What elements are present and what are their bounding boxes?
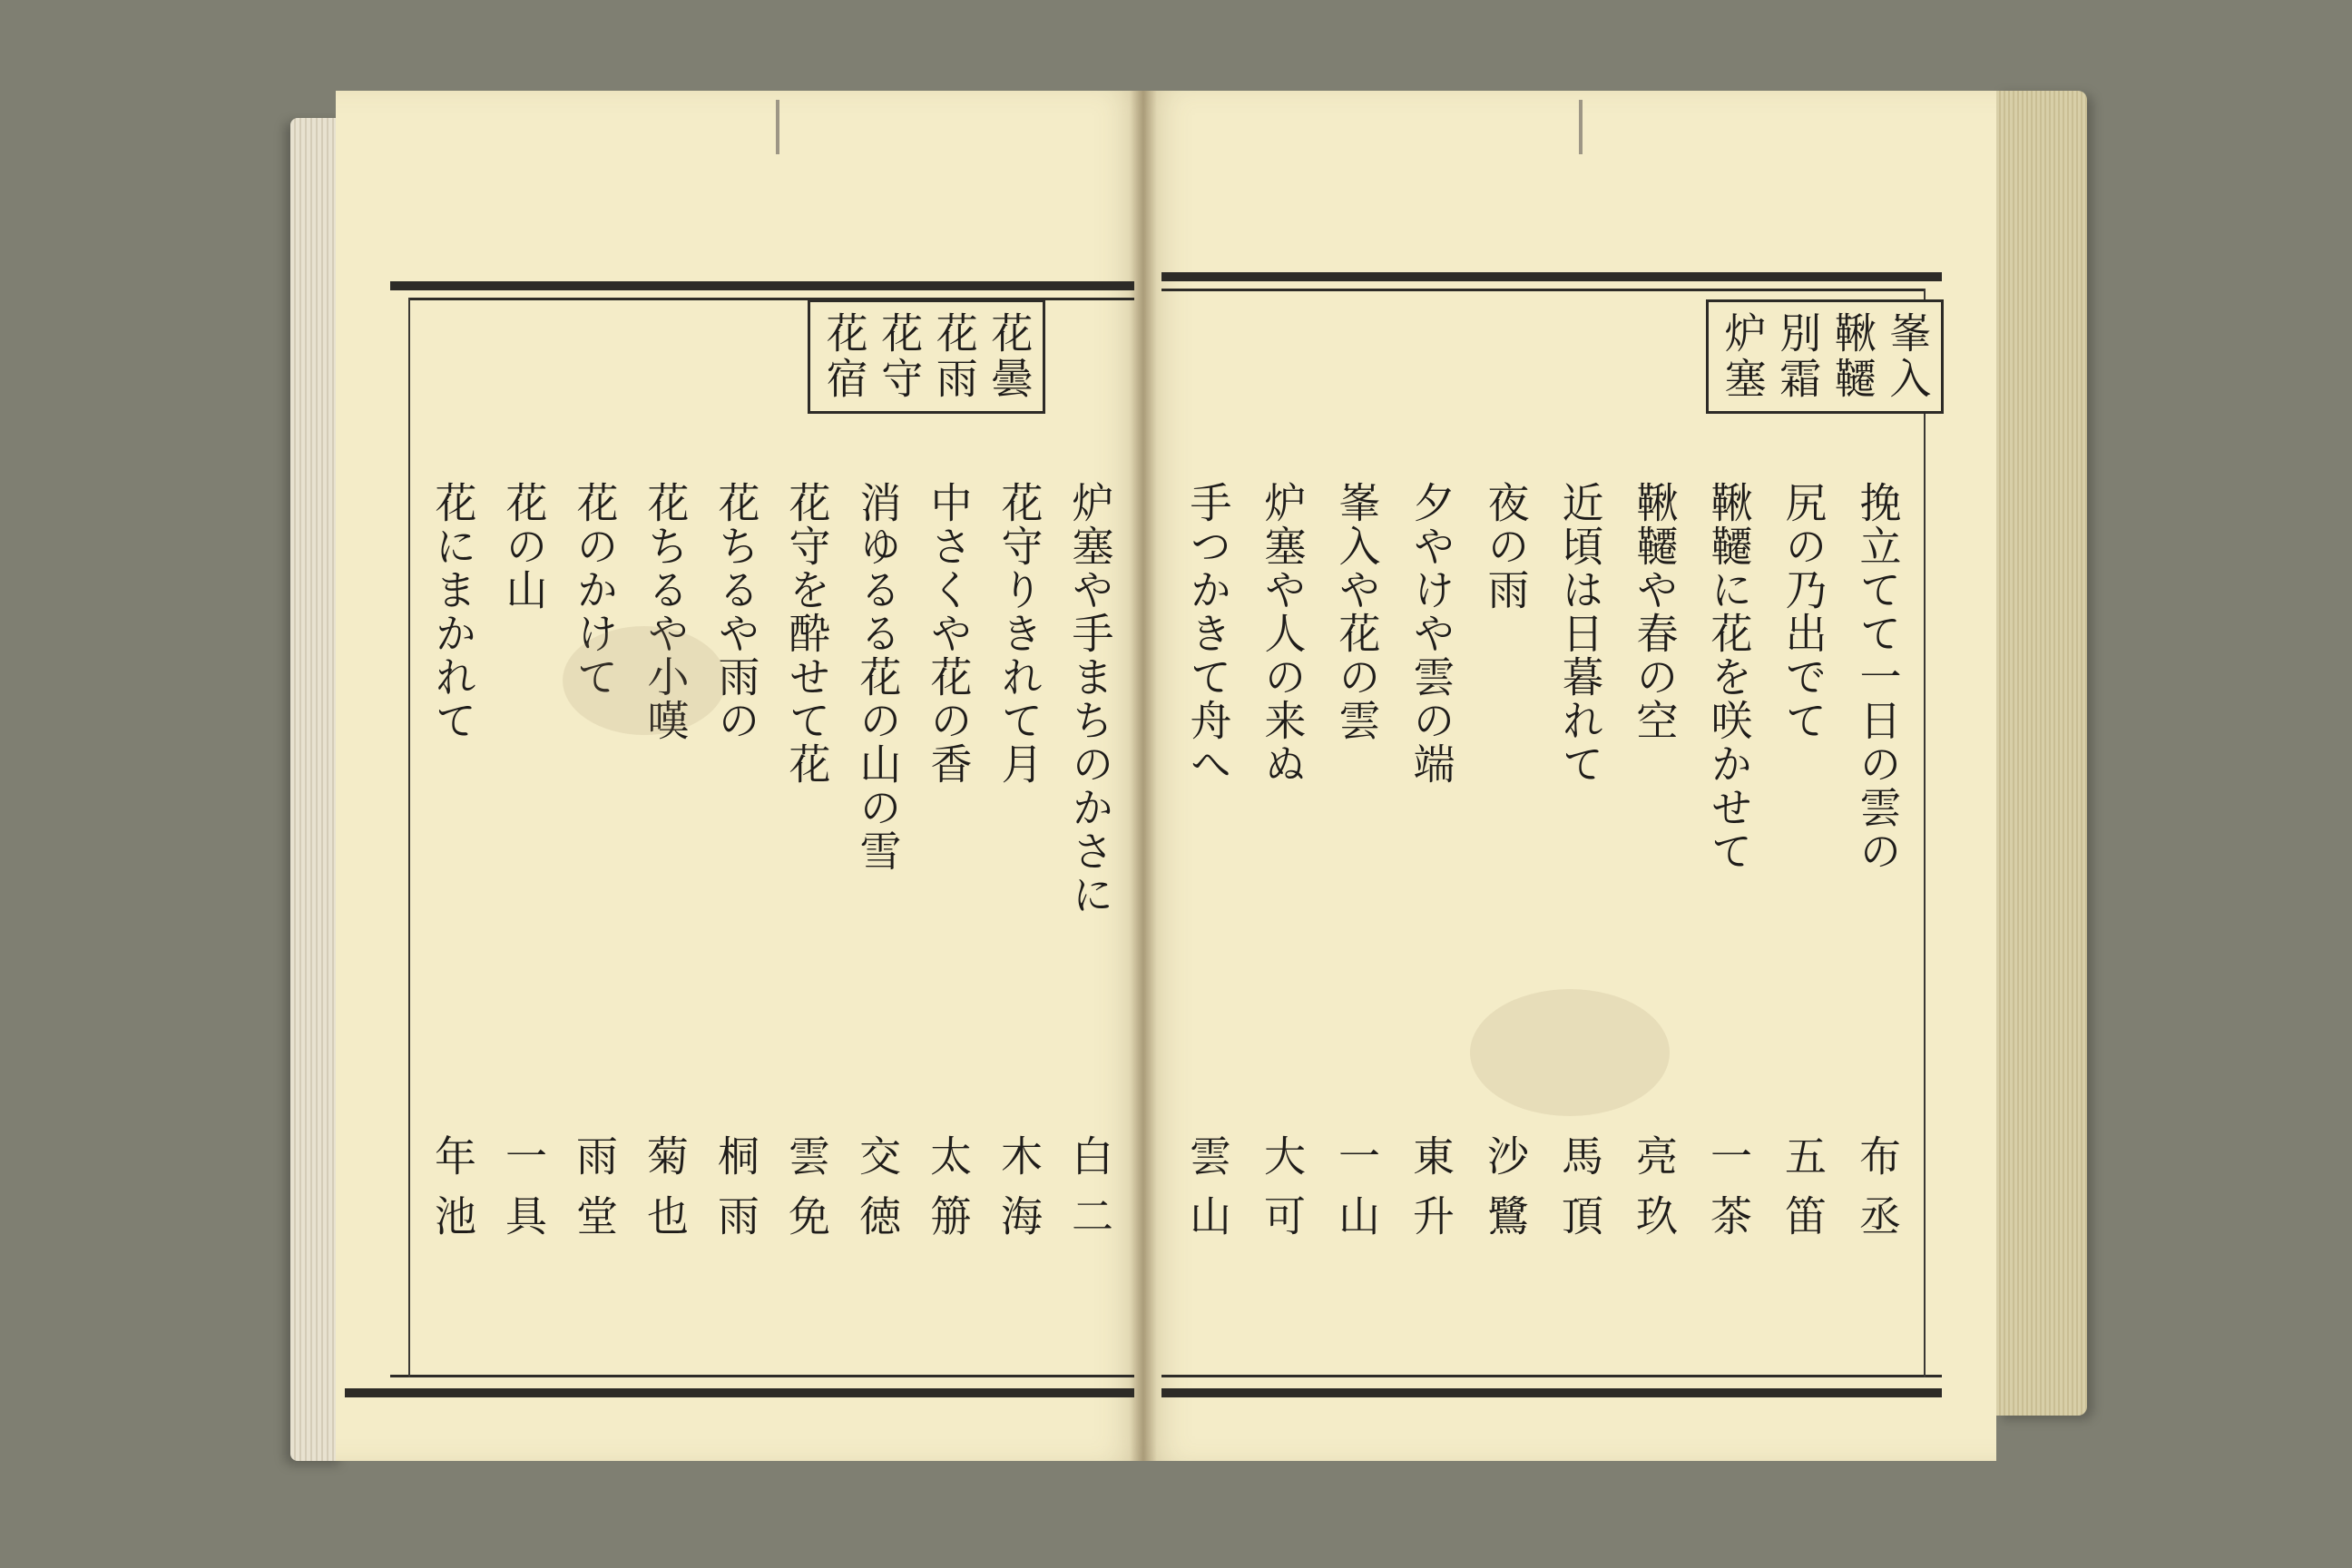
poet-name: 馬頂: [1555, 1134, 1604, 1254]
topic-label: 花雨: [929, 311, 979, 402]
poem-text: 夕やけや雲の端: [1406, 481, 1456, 786]
poem-text: 中さくや花の香: [924, 481, 974, 786]
poem-entry: [1840, 481, 1915, 1254]
poet-name: 交徳: [853, 1134, 902, 1254]
poem-entry: [417, 481, 488, 1254]
poem-entry: [1766, 481, 1840, 1254]
book-gutter: [1130, 91, 1157, 1461]
topic-label: 別霜: [1773, 311, 1823, 402]
poet-name: 雲山: [1183, 1134, 1232, 1254]
poem-entry: [984, 481, 1054, 1254]
bottom-inner-rule-left: [390, 1375, 1134, 1377]
poem-text: 鞦韆や春の空: [1630, 481, 1680, 742]
topic-label: 花宿: [819, 311, 869, 402]
poem-text: 花守を酔せて花: [782, 481, 832, 786]
poet-name: 木海: [995, 1134, 1044, 1254]
poet-name: 菊也: [641, 1134, 690, 1254]
poem-text: 夜の雨: [1481, 481, 1531, 612]
poem-entry: [1054, 481, 1125, 1254]
poem-entry: [771, 481, 842, 1254]
poem-entry: [1543, 481, 1617, 1254]
poem-text: 鞦韆に花を咲かせて: [1704, 481, 1754, 873]
top-border-left: [390, 281, 1134, 290]
book-edge-right: [1996, 91, 2087, 1416]
poem-entry: [1394, 481, 1468, 1254]
poet-name: 一具: [499, 1134, 548, 1254]
poem-entry: [1617, 481, 1691, 1254]
poem-entry: [630, 481, 701, 1254]
poet-name: 東升: [1406, 1134, 1455, 1254]
poet-name: 沙鷺: [1481, 1134, 1530, 1254]
poem-entry: [488, 481, 559, 1254]
poem-entry: [1171, 481, 1245, 1254]
stitch-mark: [1579, 100, 1583, 154]
topic-label: 炉塞: [1718, 311, 1768, 402]
left-frame-line: [408, 298, 410, 1377]
poem-text: 花守りきれて月: [995, 481, 1044, 786]
poem-text: 手つかきて舟へ: [1183, 481, 1233, 786]
poem-text: 花の山: [499, 481, 549, 612]
topic-label: 峯入: [1883, 311, 1933, 402]
poem-entry: [842, 481, 913, 1254]
poem-text: 炉塞や人の来ぬ: [1258, 481, 1308, 786]
paper-stain: [1470, 989, 1670, 1116]
open-book: [290, 82, 2087, 1497]
poem-text: 花ちるや雨の: [711, 481, 761, 742]
paper-stain: [563, 626, 726, 735]
topic-label: 花守: [875, 311, 925, 402]
poet-name: 布丞: [1853, 1134, 1902, 1254]
poem-text: 花にまかれて: [428, 481, 478, 742]
poet-name: 一茶: [1704, 1134, 1753, 1254]
poem-text: 消ゆるる花の山の雪: [853, 481, 903, 873]
topic-label: 鞦韆: [1828, 311, 1877, 402]
topic-label: 花曇: [985, 311, 1034, 402]
poet-name: 亮玖: [1630, 1134, 1679, 1254]
poet-name: 雨堂: [570, 1134, 619, 1254]
poem-entry: [1468, 481, 1543, 1254]
poet-name: 桐雨: [711, 1134, 760, 1254]
bottom-border-right: [1161, 1388, 1942, 1397]
poem-entry: [1691, 481, 1766, 1254]
right-frame-line: [1924, 289, 1926, 1377]
stitch-mark: [776, 100, 779, 154]
poem-text: 近頃は日暮れて: [1555, 481, 1605, 786]
poem-text: 峯入や花の雲: [1332, 481, 1382, 742]
left-poem-columns: [417, 481, 1125, 1254]
poet-name: 雲免: [782, 1134, 831, 1254]
poem-entry: [913, 481, 984, 1254]
poet-name: 大可: [1258, 1134, 1307, 1254]
poem-text: 炉塞や手まちのかさに: [1065, 481, 1115, 916]
right-poem-columns: [1161, 481, 1915, 1254]
bottom-inner-rule-right: [1161, 1375, 1942, 1377]
poem-text: 尻の乃出でて: [1779, 481, 1828, 742]
poem-entry: [559, 481, 630, 1254]
poet-name: 年池: [428, 1134, 477, 1254]
poem-entry: [1319, 481, 1394, 1254]
poet-name: 白二: [1065, 1134, 1114, 1254]
poem-text: 花ちるや小嘆: [641, 481, 691, 742]
top-inner-rule-right: [1161, 289, 1924, 291]
poem-text: 挽立てて一日の雲の: [1853, 481, 1903, 873]
poet-name: 一山: [1332, 1134, 1381, 1254]
left-topic-box: [808, 299, 1045, 414]
right-topic-box: [1706, 299, 1944, 414]
poem-entry: [1245, 481, 1319, 1254]
poet-name: 五笛: [1779, 1134, 1828, 1254]
poet-name: 太笧: [924, 1134, 973, 1254]
poem-text: 花のかけて: [570, 481, 620, 699]
top-border-right: [1161, 272, 1942, 281]
poem-entry: [701, 481, 771, 1254]
bottom-border-left: [345, 1388, 1134, 1397]
